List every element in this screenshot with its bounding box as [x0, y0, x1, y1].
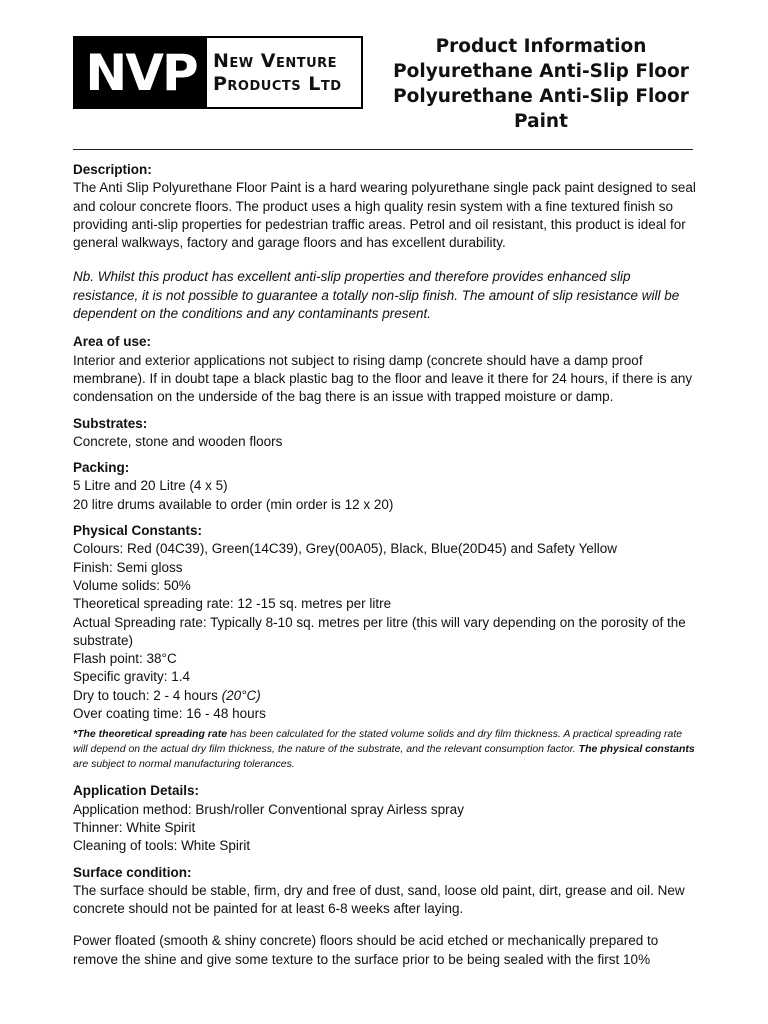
dry-to-touch-text: Dry to touch: 2 - 4 hours	[73, 687, 218, 703]
footnote-text-2: are subject to normal manufacturing tolerances.	[73, 758, 295, 771]
footnote	[73, 727, 698, 772]
section-heading: Substrates:	[73, 415, 148, 431]
finish-line: Finish: Semi gloss	[73, 559, 183, 575]
substrates-section	[73, 415, 698, 452]
physical-constants-section	[73, 522, 698, 772]
document-title	[380, 34, 702, 132]
section-heading: Description:	[73, 162, 152, 177]
section-heading: Packing:	[73, 460, 130, 476]
specific-gravity-line: Specific gravity: 1.4	[73, 669, 191, 685]
dry-temperature: (20°C)	[221, 687, 261, 703]
section-heading: Physical Constants:	[73, 523, 203, 539]
actual-spreading-line: Actual Spreading rate: Typically 8-10 sq. metres per litre (this will vary depending on the porosity of the substrate)	[73, 614, 686, 648]
cleaning-line: Cleaning of tools: White Spirit	[73, 838, 251, 854]
footnote-bold-2: The physical constants	[578, 743, 695, 756]
packing-line: 20 litre drums available to order (min order is 12 x 20)	[73, 496, 394, 512]
section-heading: Application Details:	[73, 783, 200, 799]
surface-text-2: Power floated (smooth & shiny concrete) floors should be acid etched or mechanically prepared to remove the shine and give some texture to the surface prior to be being sealed with the first 10%	[73, 933, 659, 967]
footnote-text-1: has been calculated for the stated volume solids and dry film thickness. A practical spreading rate will depend on the actual dry film thickness, the nature of the substrate, and the relevant consumption factor.	[73, 728, 683, 756]
title-line-3: Polyurethane Anti-Slip Floor	[393, 86, 689, 107]
surface-text-1: The surface should be stable, firm, dry and free of dust, sand, loose old paint, dirt, grease and oil. New concrete should not be painted for at least 6-8 weeks after laying.	[73, 882, 685, 917]
overcoating-line: Over coating time: 16 - 48 hours	[73, 706, 266, 722]
company-logo	[73, 36, 363, 109]
header-divider	[73, 149, 693, 150]
packing-section	[73, 459, 698, 514]
document-body	[73, 161, 698, 977]
title-line-2: Polyurethane Anti-Slip Floor	[393, 61, 689, 82]
section-heading: Area of use:	[73, 334, 152, 350]
packing-line: 5 Litre and 20 Litre (4 x 5)	[73, 478, 228, 494]
surface-condition-section	[73, 864, 698, 969]
footnote-bold-1: *The theoretical spreading rate	[73, 728, 228, 741]
volume-solids-line: Volume solids: 50%	[73, 577, 191, 593]
section-heading: Surface condition:	[73, 864, 192, 880]
logo-mark: NVP	[75, 38, 207, 107]
area-of-use-text: Interior and exterior applications not subject to rising damp (concrete should have a damp proof membrane). If in doubt tape a black plastic bag to the floor and leave it there for 24 hours, if there is any condensation on the underside of the bag there is an issue with trapped moisture or damp.	[73, 352, 693, 405]
title-line-1: Product Information	[435, 36, 647, 57]
logo-line-2: Products Ltd	[213, 72, 342, 95]
description-text: The Anti Slip Polyurethane Floor Paint is a hard wearing polyurethane single pack paint designed to seal and colour concrete floors. The product uses a high quality resin system with a fine textured finish so providing anti-slip properties for pedestrian traffic areas. Petrol and oil resistant, this product is ideal for general walkways, factory and garage floors and has excellent durability.	[73, 180, 696, 251]
logo-line-1: New Venture	[213, 49, 338, 72]
area-of-use-section	[73, 333, 698, 406]
application-details-section	[73, 782, 698, 855]
dry-to-touch-line	[73, 687, 698, 705]
theoretical-spreading-line: Theoretical spreading rate: 12 -15 sq. metres per litre	[73, 596, 392, 612]
application-method-line: Application method: Brush/roller Conventional spray Airless spray	[73, 801, 464, 817]
colours-line: Colours: Red (04C39), Green(14C39), Grey(00A05), Black, Blue(20D45) and Safety Yellow	[73, 541, 618, 557]
description-section	[73, 161, 698, 323]
slip-resistance-note: Nb. Whilst this product has excellent anti-slip properties and therefore provides enhanced slip resistance, it is not possible to guarantee a totally non-slip finish. The amount of slip resistance will be dependent on the conditions and any contaminants present.	[73, 269, 680, 322]
title-line-4: Paint	[514, 111, 568, 132]
thinner-line: Thinner: White Spirit	[73, 819, 196, 835]
substrates-text: Concrete, stone and wooden floors	[73, 433, 283, 449]
logo-company-name	[207, 38, 361, 107]
flash-point-line: Flash point: 38°C	[73, 651, 177, 667]
